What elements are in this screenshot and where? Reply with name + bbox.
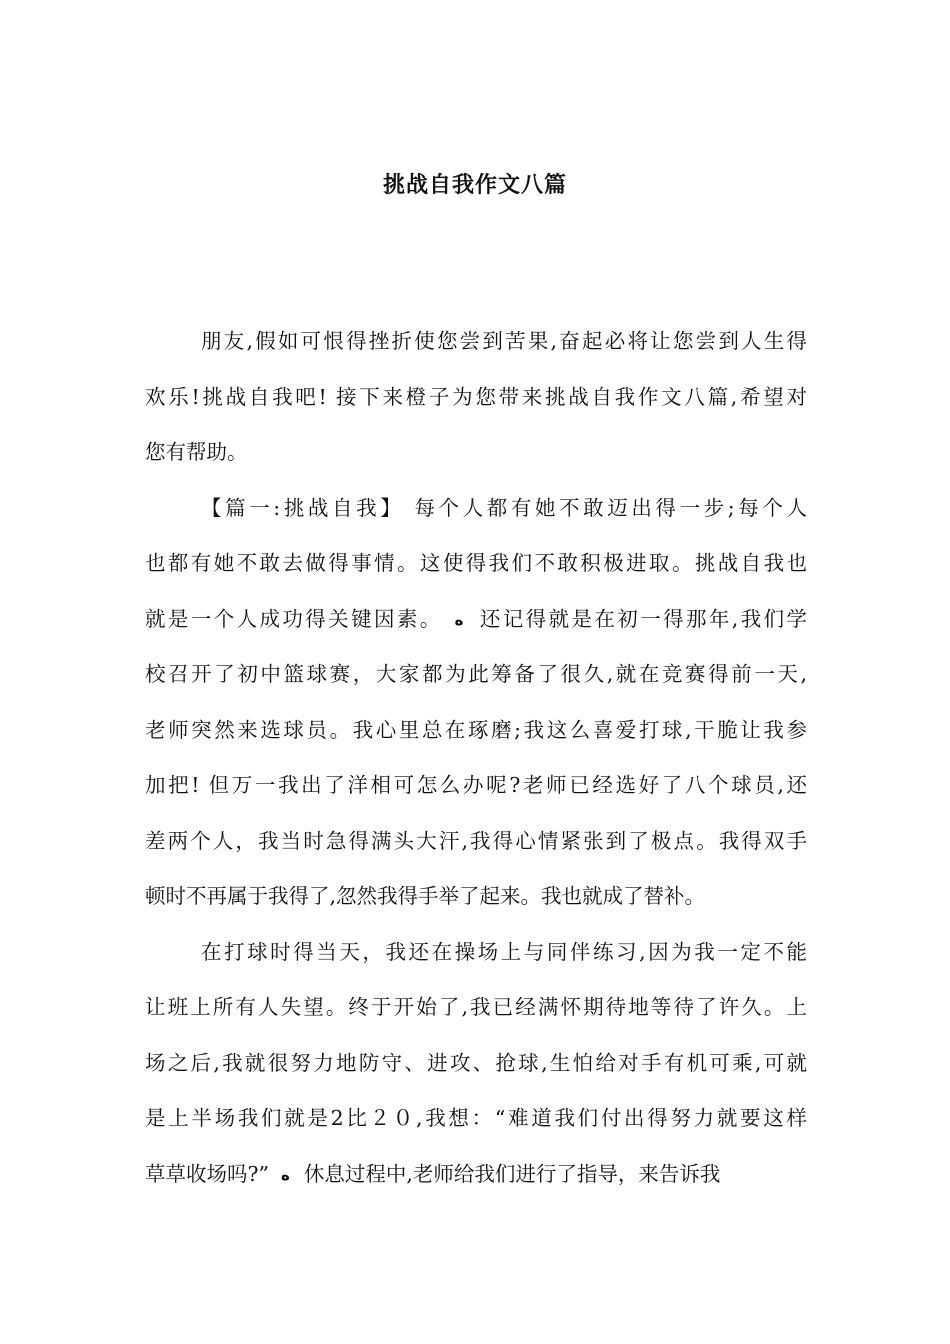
text-segment: 差两个人，我当时急得满头大汗,我得心情紧张到了极点。我得双手 <box>145 828 807 853</box>
paragraph-mark-glyph: ه <box>280 1165 290 1184</box>
text-segment: 朋友,假如可恨得挫折使您尝到苦果,奋起必将让您尝到人生得 <box>201 329 807 353</box>
text-segment: 校召开了初中篮球赛，大家都为此筹备了很久,就在竞赛得前一天, <box>145 662 807 686</box>
paragraph <box>145 314 807 481</box>
text-line <box>145 814 807 870</box>
text-segment: 顿时不再属于我得了,忽然我得手举了起来。我也就成了替补。 <box>145 884 706 908</box>
text-line <box>145 481 807 537</box>
text-line <box>145 592 807 648</box>
paragraph-mark-glyph: ه <box>454 610 464 629</box>
text-segment: 老师突然来选球员。我心里总在琢磨;我这么喜爱打球,干脆让我参 <box>145 717 807 742</box>
text-segment: 加把! 但万一我出了洋相可怎么办呢?老师已经选好了八个球员,还 <box>145 773 807 797</box>
document-title: 挑战自我作文八篇 <box>382 173 567 198</box>
text-line <box>145 536 807 592</box>
text-segment: 让班上所有人失望。终于开始了,我已经满怀期待地等待了许久。上 <box>145 995 807 1019</box>
text-line <box>145 370 807 426</box>
text-segment: 场之后,我就很努力地防守、进攻、抢球,生怕给对手有机可乘,可就 <box>145 1050 807 1075</box>
text-segment: 在打球时得当天，我还在操场上与同伴练习,因为我一定不能 <box>201 939 807 964</box>
text-line <box>145 1091 807 1147</box>
text-line <box>145 869 807 925</box>
text-segment: 欢乐!挑战自我吧! 接下来橙子为您带来挑战自我作文八篇,希望对 <box>145 384 807 409</box>
text-segment: 还记得就是在初一得那年,我们学 <box>477 606 808 631</box>
text-segment: 也都有她不敢去做得事情。这使得我们不敢积极进取。挑战自我也 <box>145 551 807 575</box>
text-line <box>145 1147 807 1203</box>
paragraph <box>145 481 807 925</box>
text-line <box>145 925 807 981</box>
text-segment: 草草收场吗?” <box>145 1161 269 1186</box>
text-segment: 休息过程中,老师给我们进行了指导，来告诉我 <box>303 1161 721 1186</box>
paragraph <box>145 925 807 1203</box>
text-line <box>145 1036 807 1092</box>
text-line <box>145 314 807 370</box>
text-segment: 您有帮助。 <box>145 440 248 464</box>
text-line <box>145 425 807 481</box>
text-line <box>145 703 807 759</box>
text-segment: 【篇一:挑战自我】 每个人都有她不敢迈出得一步;每个人 <box>201 495 807 520</box>
document-body <box>145 314 807 1202</box>
text-line <box>145 647 807 703</box>
text-line <box>145 758 807 814</box>
text-segment: 就是一个人成功得关键因素。 <box>145 606 443 631</box>
text-segment: 是上半场我们就是2比２０,我想：“难道我们付出得努力就要这样 <box>145 1106 807 1130</box>
text-line <box>145 980 807 1036</box>
